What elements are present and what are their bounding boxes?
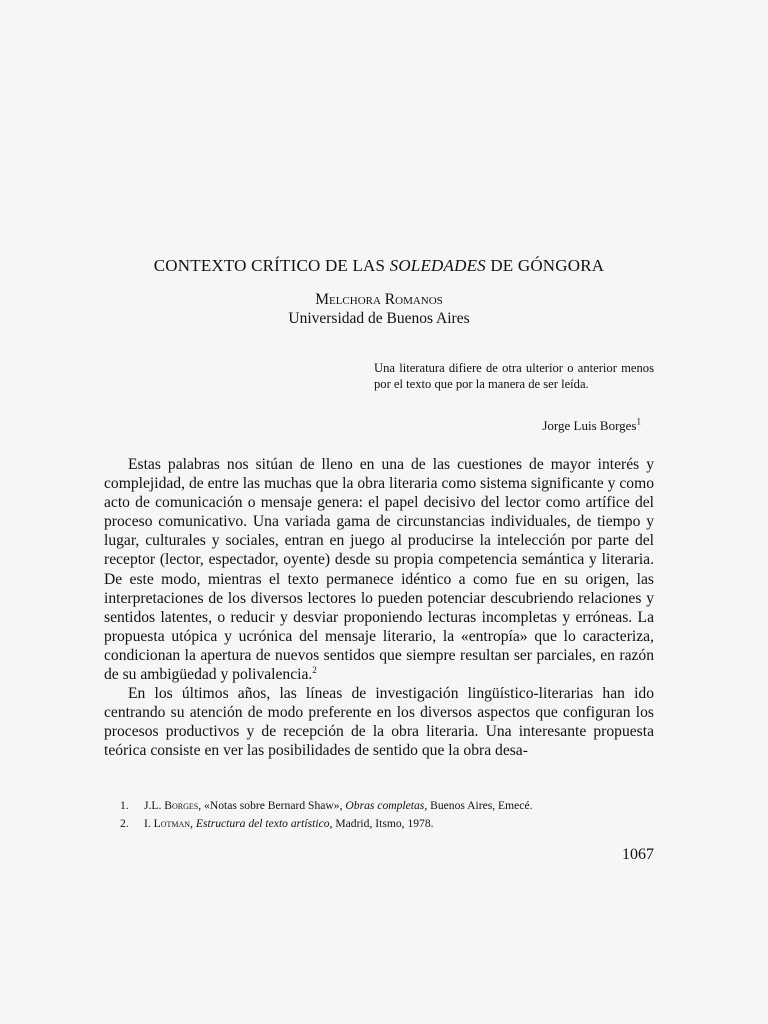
- body-text: [104, 455, 654, 761]
- footnote-1: [120, 797, 654, 815]
- title-italic: SOLEDADES: [389, 256, 486, 275]
- footnote-pre: ,: [190, 817, 196, 830]
- title-part-2: DE GÓNGORA: [485, 256, 605, 275]
- article-title: [104, 256, 654, 276]
- footnote-text: [144, 815, 434, 833]
- footnote-pre: , «Notas sobre Bernard Shaw»,: [198, 799, 346, 812]
- author-block: [104, 290, 654, 328]
- footnote-author: I. Lotman: [144, 817, 191, 830]
- footnote-post: , Buenos Aires, Emecé.: [424, 799, 533, 812]
- footnote-work: Estructura del texto artístico: [195, 817, 330, 830]
- epigraph-attribution: [374, 418, 641, 434]
- epigraph-text: Una literatura difiere de otra ulterior o anterior menos por el texto que por la manera de ser leída.: [374, 361, 654, 391]
- footnote-text: [144, 797, 533, 815]
- paragraph-1: [104, 455, 654, 684]
- footnote-number: 2.: [120, 817, 129, 830]
- footnote-ref-2: 2: [312, 664, 317, 675]
- paragraph-2: En los últimos años, las líneas de investigación lingüístico-literarias han ido centrando su atención de modo preferente en los diversos aspectos que configuran los procesos productivos y de recepción de la obra literaria. Una interesante propuesta teórica consiste en ver las posibilidades de sentido que la obra desa-: [104, 685, 654, 760]
- footnotes: [120, 797, 654, 833]
- footnote-2: [120, 815, 654, 833]
- footnote-work: Obras completas: [345, 799, 425, 812]
- footnote-number: 1.: [120, 799, 129, 812]
- epigraph-author: Jorge Luis Borges: [542, 418, 637, 433]
- footnote-ref-1: 1: [636, 416, 641, 427]
- author-name: Melchora Romanos: [315, 291, 443, 308]
- page-number: 1067: [622, 846, 654, 863]
- title-part-1: CONTEXTO CRÍTICO DE LAS: [153, 256, 390, 275]
- author-affiliation: Universidad de Buenos Aires: [288, 310, 470, 327]
- footnote-author: J.L. Borges: [144, 799, 199, 812]
- footnote-post: , Madrid, Itsmo, 1978.: [329, 817, 434, 830]
- paragraph-1-text: Estas palabras nos sitúan de lleno en una de las cuestiones de mayor interés y complejidad, de entre las muchas que la obra literaria como sistema significante y como acto de comunicación o mensaje genera: el papel decisivo del lector como artífice del proceso comunicativo. Una variada gama de circunstancias individuales, de tiempo y lugar, culturales y sociales, entran en juego al producirse la intelección por parte del receptor (lector, espectador, oyente) desde su propia competencia semántica y literaria. De este modo, mientras el texto permanece idéntico a como fue en su origen, las interpretaciones de los diversos lectores lo pueden potenciar descubriendo relaciones y sentidos latentes, o reducir y desviar proponiendo lecturas incompletas y erróneas. La propuesta utópica y ucrónica del mensaje literario, la «entropía» que lo caracteriza, condicionan la apertura de nuevos sentidos que siempre resultan ser parciales, en razón de su ambigüedad y polivalencia.: [104, 456, 654, 684]
